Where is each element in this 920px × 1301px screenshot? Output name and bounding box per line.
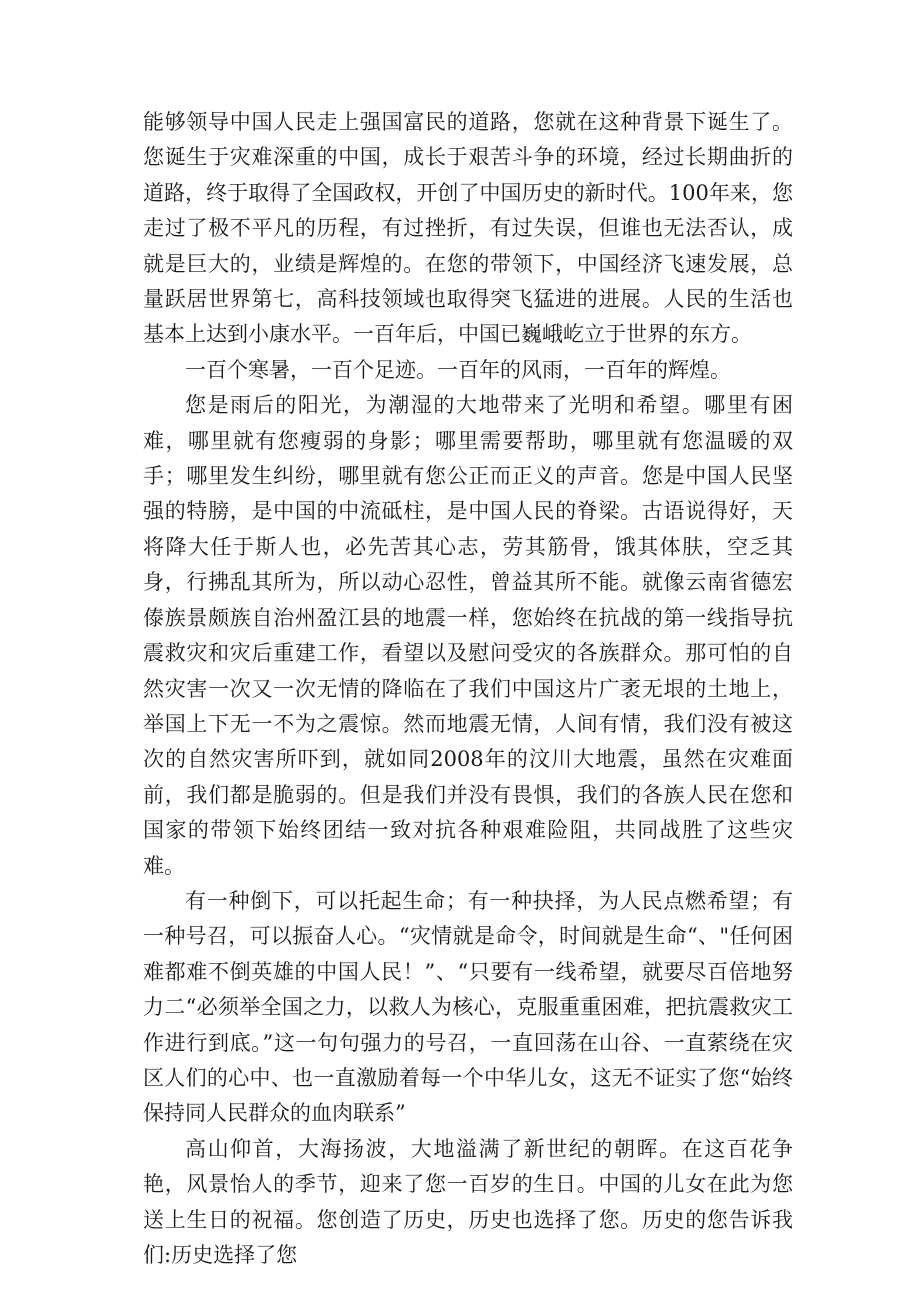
paragraph-2: 一百个寒暑，一百个足迹。一百年的风雨，一百年的辉煌。 (185, 357, 731, 382)
paragraph-4: 有一种倒下，可以托起生命；有一种抉择，为人民点燃希望；有一种号召，可以振奋人心。“灾情就是命令，时间就是生命“、"任何困难都难不倒英雄的中国人民！”、“只要有一线希望，就要尽百倍地努力二“必须举全国之力，以救人为核心，克服重重困难，把抗震救灾工作进行到底。”这一句句强力的号召，一直回荡在山谷、一直萦绕在灾区人们的心中、也一直激励着每一个中华儿女，这无不证实了您“始终保持同人民群众的血肉联系” (143, 888, 793, 1126)
paragraph-1: 能够领导中国人民走上强国富民的道路，您就在这种背景下诞生了。您诞生于灾难深重的中国，成长于艰苦斗争的环境，经过长期曲折的道路，终于取得了全国政权，开创了中国历史的新时代。100年来，您走过了极不平凡的历程，有过挫折，有过失误，但谁也无法否认，成就是巨大的，业绩是辉煌的。在您的带领下，中国经济飞速发展，总量跃居世界第七，高科技领域也取得突飞猛进的进展。人民的生活也基本上达到小康水平。一百年后，中国已巍峨屹立于世界的东方。 (143, 110, 793, 347)
document-body (143, 105, 793, 1273)
paragraph-3: 您是雨后的阳光，为潮湿的大地带来了光明和希望。哪里有困难，哪里就有您瘦弱的身影；哪里需要帮助，哪里就有您温暖的双手；哪里发生纠纷，哪里就有您公正而正义的声音。您是中国人民坚强的特膀，是中国的中流砥柱，是中国人民的脊梁。古语说得好，天将降大任于斯人也，必先苦其心志，劳其筋骨，饿其体肤，空乏其身，行拂乱其所为，所以动心忍性，曾益其所不能。就像云南省德宏傣族景颇族自治州盈江县的地震一样，您始终在抗战的第一线指导抗震救灾和灾后重建工作，看望以及慰问受灾的各族群众。那可怕的自然灾害一次又一次无情的降临在了我们中国这片广袤无垠的土地上，举国上下无一不为之震惊。然而地震无情，人间有情，我们没有被这次的自然灾害所吓到，就如同2008年的汶川大地震，虽然在灾难面前，我们都是脆弱的。但是我们并没有畏惧，我们的各族人民在您和国家的带领下始终团结一致对抗各种艰难险阻，共同战胜了这些灾难。 (143, 393, 793, 878)
paragraph-5: 高山仰首，大海扬波，大地溢满了新世纪的朝晖。在这百花争艳，风景怡人的季节，迎来了您一百岁的生日。中国的儿女在此为您送上生日的祝福。您创造了历史，历史也选择了您。历史的您告诉我们:历史选择了您 (143, 1136, 793, 1267)
